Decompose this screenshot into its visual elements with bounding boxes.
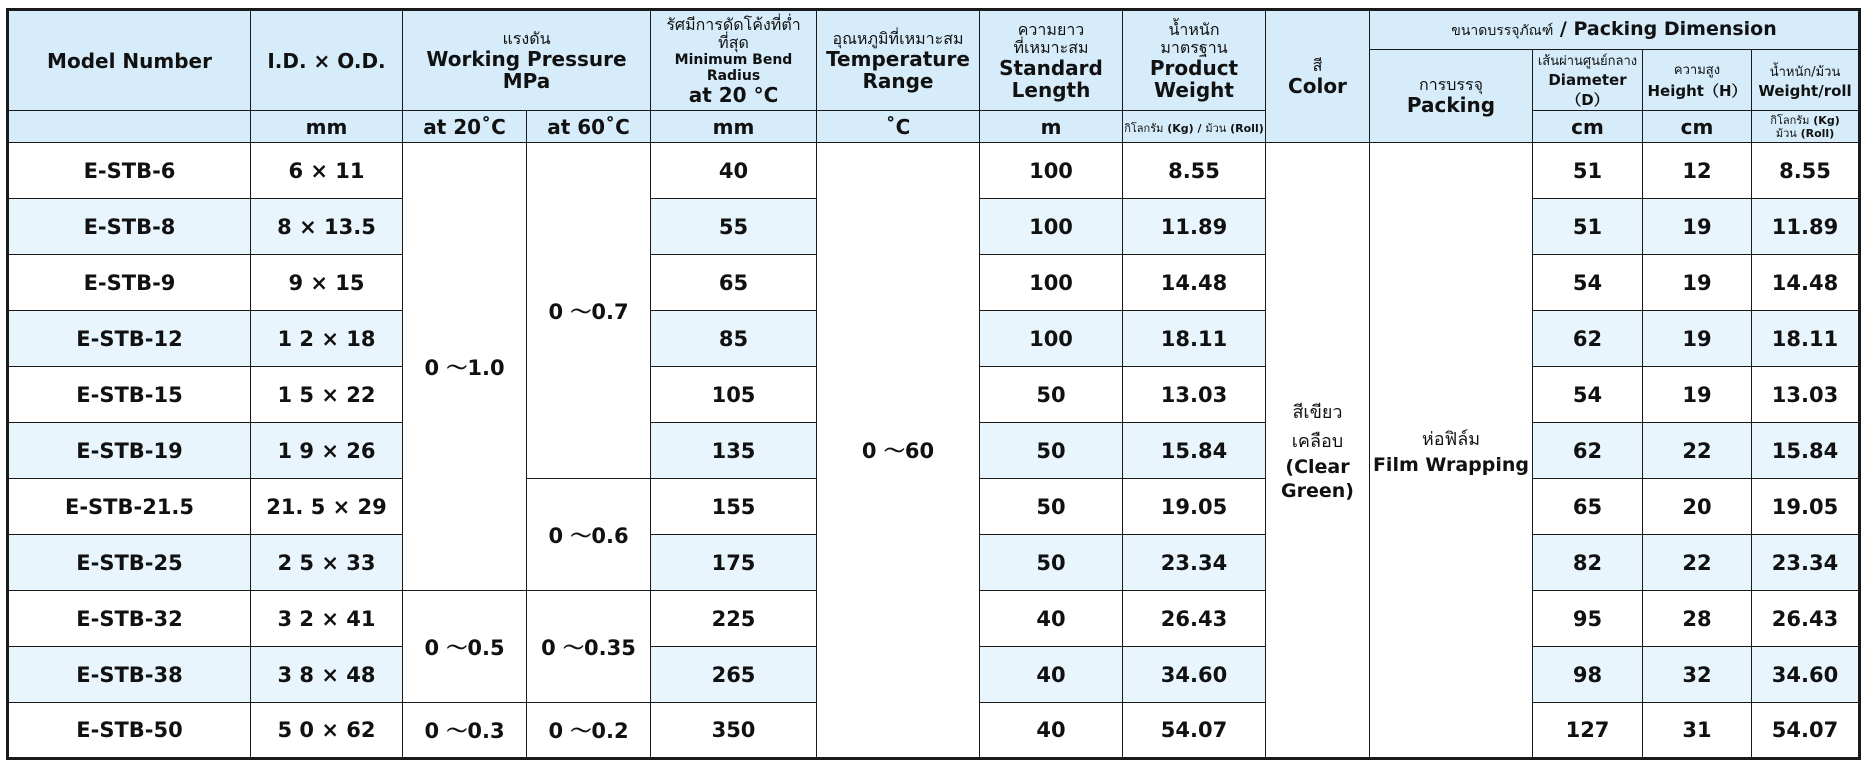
spec-table bbox=[6, 8, 1861, 760]
cell-model: E-STB-38 bbox=[8, 647, 251, 703]
header-length: ความยาว ที่เหมาะสม Standard Length bbox=[980, 10, 1123, 111]
table-row bbox=[8, 143, 1860, 199]
cell-model: E-STB-21.5 bbox=[8, 479, 251, 535]
cell-bend: 85 bbox=[651, 311, 817, 367]
cell-length: 100 bbox=[980, 311, 1123, 367]
cell-diameter: 62 bbox=[1533, 311, 1643, 367]
cell-model: E-STB-32 bbox=[8, 591, 251, 647]
cell-weight: 18.11 bbox=[1123, 311, 1266, 367]
header-packing-dimension: ขนาดบรรจุภัณฑ์ / Packing Dimension bbox=[1370, 10, 1860, 50]
cell-pressure-20: 0 ～0.3 bbox=[403, 703, 527, 759]
cell-height: 20 bbox=[1643, 479, 1752, 535]
cell-weight-roll: 8.55 bbox=[1752, 143, 1860, 199]
cell-length: 100 bbox=[980, 199, 1123, 255]
cell-weight-roll: 18.11 bbox=[1752, 311, 1860, 367]
cell-weight: 34.60 bbox=[1123, 647, 1266, 703]
cell-idod: 3 8 × 48 bbox=[251, 647, 403, 703]
unit-bend: mm bbox=[651, 111, 817, 143]
cell-diameter: 95 bbox=[1533, 591, 1643, 647]
header-weight-roll: น้ำหนัก/ม้วน Weight/roll bbox=[1752, 50, 1860, 111]
header-packing: การบรรจุ Packing bbox=[1370, 50, 1533, 143]
cell-height: 32 bbox=[1643, 647, 1752, 703]
cell-height: 22 bbox=[1643, 423, 1752, 479]
cell-weight: 19.05 bbox=[1123, 479, 1266, 535]
cell-diameter: 62 bbox=[1533, 423, 1643, 479]
unit-height: cm bbox=[1643, 111, 1752, 143]
cell-diameter: 54 bbox=[1533, 367, 1643, 423]
cell-idod: 3 2 × 41 bbox=[251, 591, 403, 647]
cell-height: 31 bbox=[1643, 703, 1752, 759]
cell-model: E-STB-15 bbox=[8, 367, 251, 423]
cell-diameter: 127 bbox=[1533, 703, 1643, 759]
header-temperature: อุณหภูมิที่เหมาะสม Temperature Range bbox=[817, 10, 980, 111]
cell-weight: 14.48 bbox=[1123, 255, 1266, 311]
cell-diameter: 98 bbox=[1533, 647, 1643, 703]
cell-weight: 15.84 bbox=[1123, 423, 1266, 479]
cell-model: E-STB-12 bbox=[8, 311, 251, 367]
cell-bend: 65 bbox=[651, 255, 817, 311]
header-model: Model Number bbox=[8, 10, 251, 111]
cell-length: 50 bbox=[980, 367, 1123, 423]
unit-idod: mm bbox=[251, 111, 403, 143]
cell-bend: 175 bbox=[651, 535, 817, 591]
unit-diameter: cm bbox=[1533, 111, 1643, 143]
cell-height: 12 bbox=[1643, 143, 1752, 199]
cell-model: E-STB-8 bbox=[8, 199, 251, 255]
cell-height: 22 bbox=[1643, 535, 1752, 591]
cell-bend: 105 bbox=[651, 367, 817, 423]
cell-pressure-20-merged: 0 ～0.5 bbox=[403, 591, 527, 703]
header-color: สี Color bbox=[1266, 10, 1370, 143]
cell-diameter: 54 bbox=[1533, 255, 1643, 311]
cell-diameter: 51 bbox=[1533, 199, 1643, 255]
cell-length: 50 bbox=[980, 535, 1123, 591]
cell-length: 100 bbox=[980, 143, 1123, 199]
header-height: ความสูง Height（H） bbox=[1643, 50, 1752, 111]
unit-weight-roll: กิโลกรัม (Kg) ม้วน (Roll) bbox=[1752, 111, 1860, 143]
cell-bend: 55 bbox=[651, 199, 817, 255]
header-bend: รัศมีการดัดโค้งที่ต่ำที่สุด Minimum Bend Radius at 20 °C bbox=[651, 10, 817, 111]
cell-weight-roll: 54.07 bbox=[1752, 703, 1860, 759]
cell-temperature-merged: 0 ～60 bbox=[817, 143, 980, 759]
cell-length: 50 bbox=[980, 423, 1123, 479]
cell-idod: 5 0 × 62 bbox=[251, 703, 403, 759]
cell-idod: 9 × 15 bbox=[251, 255, 403, 311]
cell-pressure-60-merged: 0 ～0.7 bbox=[527, 143, 651, 479]
cell-packing-merged: ห่อฟิล์ม Film Wrapping bbox=[1370, 143, 1533, 759]
cell-weight-roll: 14.48 bbox=[1752, 255, 1860, 311]
cell-weight-roll: 19.05 bbox=[1752, 479, 1860, 535]
header-diameter: เส้นผ่านศูนย์กลาง Diameter（D） bbox=[1533, 50, 1643, 111]
cell-model: E-STB-25 bbox=[8, 535, 251, 591]
cell-model: E-STB-19 bbox=[8, 423, 251, 479]
unit-weight: กิโลกรัม (Kg) / ม้วน (Roll) bbox=[1123, 111, 1266, 143]
cell-weight: 26.43 bbox=[1123, 591, 1266, 647]
cell-length: 40 bbox=[980, 591, 1123, 647]
cell-bend: 135 bbox=[651, 423, 817, 479]
cell-idod: 1 5 × 22 bbox=[251, 367, 403, 423]
cell-weight: 8.55 bbox=[1123, 143, 1266, 199]
cell-height: 19 bbox=[1643, 367, 1752, 423]
cell-weight: 13.03 bbox=[1123, 367, 1266, 423]
header-weight: น้ำหนัก มาตรฐาน Product Weight bbox=[1123, 10, 1266, 111]
cell-idod: 6 × 11 bbox=[251, 143, 403, 199]
cell-idod: 1 9 × 26 bbox=[251, 423, 403, 479]
unit-p20: at 20˚C bbox=[403, 111, 527, 143]
cell-bend: 155 bbox=[651, 479, 817, 535]
cell-idod: 1 2 × 18 bbox=[251, 311, 403, 367]
cell-pressure-60-merged: 0 ～0.35 bbox=[527, 591, 651, 703]
cell-bend: 265 bbox=[651, 647, 817, 703]
unit-temp: ˚C bbox=[817, 111, 980, 143]
cell-weight-roll: 15.84 bbox=[1752, 423, 1860, 479]
cell-weight-roll: 13.03 bbox=[1752, 367, 1860, 423]
cell-color-merged: สีเขียว เคลือบ (Clear Green) bbox=[1266, 143, 1370, 759]
unit-p60: at 60˚C bbox=[527, 111, 651, 143]
cell-height: 19 bbox=[1643, 199, 1752, 255]
cell-bend: 350 bbox=[651, 703, 817, 759]
cell-pressure-60-merged: 0 ～0.6 bbox=[527, 479, 651, 591]
cell-length: 40 bbox=[980, 647, 1123, 703]
cell-weight: 54.07 bbox=[1123, 703, 1266, 759]
cell-height: 19 bbox=[1643, 311, 1752, 367]
cell-weight: 23.34 bbox=[1123, 535, 1266, 591]
cell-model: E-STB-9 bbox=[8, 255, 251, 311]
cell-weight-roll: 23.34 bbox=[1752, 535, 1860, 591]
cell-height: 19 bbox=[1643, 255, 1752, 311]
cell-idod: 2 5 × 33 bbox=[251, 535, 403, 591]
cell-diameter: 51 bbox=[1533, 143, 1643, 199]
cell-idod: 8 × 13.5 bbox=[251, 199, 403, 255]
cell-length: 100 bbox=[980, 255, 1123, 311]
cell-length: 50 bbox=[980, 479, 1123, 535]
cell-length: 40 bbox=[980, 703, 1123, 759]
unit-model-blank bbox=[8, 111, 251, 143]
cell-idod: 21. 5 × 29 bbox=[251, 479, 403, 535]
cell-bend: 40 bbox=[651, 143, 817, 199]
cell-bend: 225 bbox=[651, 591, 817, 647]
cell-diameter: 65 bbox=[1533, 479, 1643, 535]
cell-model: E-STB-6 bbox=[8, 143, 251, 199]
cell-weight-roll: 34.60 bbox=[1752, 647, 1860, 703]
cell-pressure-60: 0 ～0.2 bbox=[527, 703, 651, 759]
unit-length: m bbox=[980, 111, 1123, 143]
cell-model: E-STB-50 bbox=[8, 703, 251, 759]
cell-weight-roll: 26.43 bbox=[1752, 591, 1860, 647]
cell-height: 28 bbox=[1643, 591, 1752, 647]
cell-pressure-20-merged: 0 ～1.0 bbox=[403, 143, 527, 591]
cell-diameter: 82 bbox=[1533, 535, 1643, 591]
cell-weight: 11.89 bbox=[1123, 199, 1266, 255]
header-pressure: แรงดัน Working Pressure MPa bbox=[403, 10, 651, 111]
cell-weight-roll: 11.89 bbox=[1752, 199, 1860, 255]
header-idod: I.D. × O.D. bbox=[251, 10, 403, 111]
